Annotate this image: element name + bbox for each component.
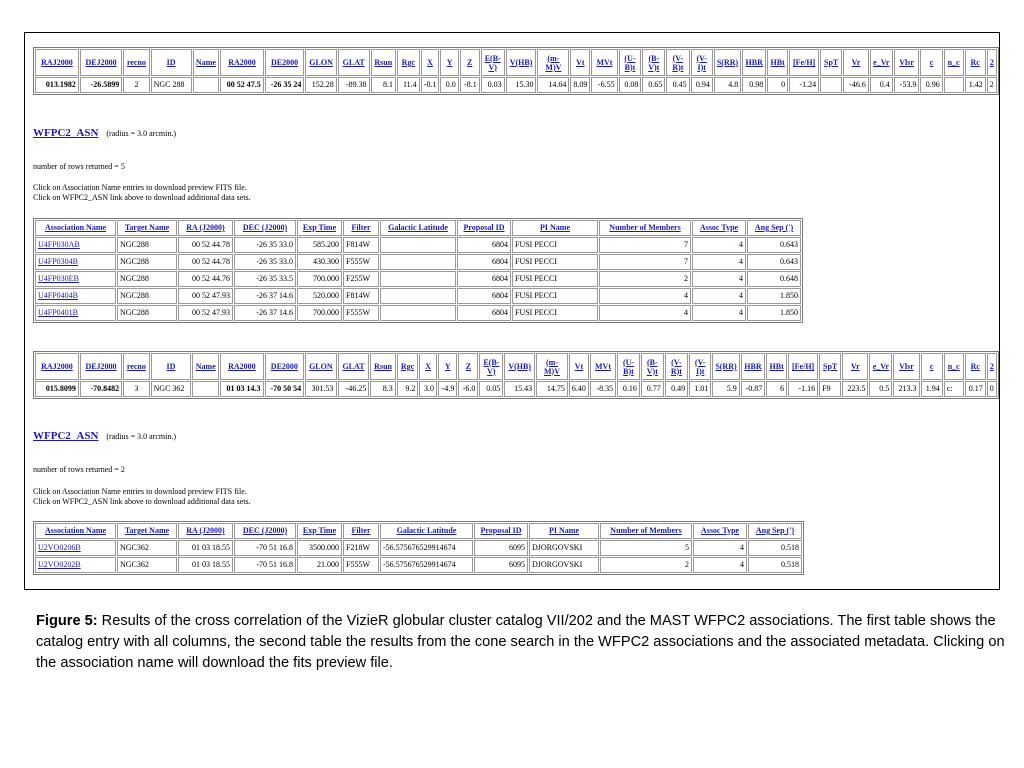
table-cell: 21.000	[297, 557, 342, 573]
column-header-32[interactable]: n_c	[944, 49, 964, 76]
table-cell: 0.08	[619, 77, 642, 93]
column-header-11[interactable]: Ang Sep (')	[748, 523, 802, 539]
table-cell: 2	[123, 77, 149, 93]
table-cell: -6.55	[591, 77, 617, 93]
caption-label: Figure 5:	[36, 613, 98, 629]
column-header-0[interactable]: RAJ2000	[35, 49, 79, 76]
table-cell: 0.16	[617, 381, 640, 397]
column-header-12[interactable]: Y	[440, 49, 458, 76]
table-cell: NGC288	[117, 271, 177, 287]
table-cell: -70.8482	[80, 381, 122, 397]
instruction-1b: Click on WFPC2_ASN link above to download additional data sets.	[33, 193, 251, 202]
column-header-7[interactable]: GLON	[305, 353, 336, 380]
association-name-link[interactable]: U4FP0401B	[35, 305, 116, 321]
column-header-4[interactable]: Name	[192, 353, 219, 380]
table-cell: 01 03 18.55	[178, 557, 233, 573]
table-cell: FUSI PECCI	[512, 237, 598, 253]
figure-caption	[36, 611, 1020, 674]
column-header-13[interactable]: Z	[460, 49, 480, 76]
table-cell: 2	[987, 77, 997, 93]
instruction-1a: Click on Association Name entries to download preview FITS file.	[33, 183, 247, 192]
table-cell: F255W	[343, 271, 379, 287]
instruction-2b: Click on WFPC2_ASN link above to download additional data sets.	[33, 497, 251, 506]
table-cell: 0.77	[641, 381, 664, 397]
table-cell: -8.35	[590, 381, 616, 397]
table-cell: FUSI PECCI	[512, 271, 598, 287]
table-cell: 3.0	[419, 381, 437, 397]
catalog-table-2	[33, 351, 999, 399]
column-header-31[interactable]: c	[920, 49, 942, 76]
column-header-21[interactable]: (V-R)t	[666, 49, 689, 76]
table-cell: -26.5899	[80, 77, 122, 93]
column-header-34[interactable]: 2	[987, 353, 997, 380]
table-cell: -26 35 33.0	[234, 237, 296, 253]
table-cell: 700.000	[297, 305, 342, 321]
table-cell: 0.49	[665, 381, 688, 397]
column-header-20[interactable]: (B-V)t	[642, 49, 665, 76]
table-cell: 3500.000	[297, 540, 342, 556]
table-cell: -26 37 14.6	[234, 288, 296, 304]
column-header-6[interactable]: Galactic Latitude	[380, 220, 456, 236]
column-header-23[interactable]: S(RR)	[714, 49, 741, 76]
table-cell: 6095	[474, 557, 528, 573]
table-cell: 5.9	[712, 381, 739, 397]
table-cell: NGC 362	[151, 381, 192, 397]
table-cell: 00 52 44.78	[178, 237, 233, 253]
table-cell: NGC362	[117, 540, 177, 556]
column-header-9[interactable]: Number of Members	[599, 220, 691, 236]
table-cell: 585.200	[297, 237, 342, 253]
table-cell: 0.65	[642, 77, 665, 93]
table-cell: 0.94	[691, 77, 713, 93]
table-cell: 00 52 44.76	[178, 271, 233, 287]
column-header-8[interactable]: PI Name	[529, 523, 599, 539]
table-cell: 00 52 44.78	[178, 254, 233, 270]
column-header-6[interactable]: DE2000	[265, 353, 305, 380]
asn-table-2	[33, 521, 804, 575]
association-name-link[interactable]: U2VO0202B	[35, 557, 116, 573]
table-cell	[192, 381, 219, 397]
table-cell: -6.0	[458, 381, 478, 397]
table-cell: 013.1982	[35, 77, 79, 93]
column-header-18[interactable]: MVt	[590, 353, 616, 380]
table-cell: 6804	[457, 271, 511, 287]
column-header-7[interactable]: Proposal ID	[457, 220, 511, 236]
table-row	[35, 381, 997, 397]
column-header-30[interactable]: Vlsr	[894, 49, 920, 76]
asn-header-2	[33, 430, 176, 442]
table-cell: NGC362	[117, 557, 177, 573]
table-cell: F555W	[343, 254, 379, 270]
table-cell: -0.87	[741, 381, 766, 397]
column-header-9[interactable]: Rsun	[370, 353, 395, 380]
column-header-16[interactable]: (m-M)V	[537, 49, 569, 76]
table-cell: -46.6	[843, 77, 869, 93]
column-header-24[interactable]: HBR	[741, 353, 766, 380]
table-cell: FUSI PECCI	[512, 305, 598, 321]
table-cell: 0.96	[920, 77, 942, 93]
table-cell: -89.38	[338, 77, 370, 93]
column-header-0[interactable]: RAJ2000	[35, 353, 79, 380]
column-header-15[interactable]: V(HB)	[504, 353, 535, 380]
table-cell: 6804	[457, 305, 511, 321]
table-cell: 6804	[457, 254, 511, 270]
table-cell	[944, 77, 964, 93]
table-cell: F555W	[343, 305, 379, 321]
table-cell: -56.575676529914674	[380, 557, 473, 573]
wfpc2-asn-link-1[interactable]: WFPC2_ASN	[33, 127, 99, 139]
column-header-20[interactable]: (B-V)t	[641, 353, 664, 380]
table-row	[35, 305, 801, 321]
association-name-link[interactable]: U4FP030AB	[35, 237, 116, 253]
asn-table-1	[33, 218, 803, 323]
table-cell: 0.648	[747, 271, 801, 287]
column-header-18[interactable]: MVt	[591, 49, 617, 76]
table-row	[35, 557, 802, 573]
column-header-10[interactable]: Assoc Type	[693, 523, 747, 539]
table-cell	[380, 237, 456, 253]
table-cell: 6095	[474, 540, 528, 556]
table-cell: 4	[692, 254, 746, 270]
column-header-9[interactable]: Rsun	[371, 49, 396, 76]
table-cell: 01 03 14.3	[220, 381, 263, 397]
table-cell: -70 50 54	[265, 381, 305, 397]
table-cell: 6804	[457, 288, 511, 304]
table-cell: 11.4	[397, 77, 420, 93]
table-cell: F814W	[343, 288, 379, 304]
column-header-22[interactable]: (V-I)t	[689, 353, 711, 380]
wfpc2-asn-link-2[interactable]: WFPC2_ASN	[33, 430, 99, 442]
table-cell: 0.98	[742, 77, 766, 93]
table-row	[35, 288, 801, 304]
column-header-4[interactable]: Exp Time	[297, 523, 342, 539]
table-cell: NGC288	[117, 254, 177, 270]
table-cell: 0.0	[440, 77, 458, 93]
table-cell: 15.43	[504, 381, 535, 397]
table-cell: 6	[766, 381, 787, 397]
table-cell: -8.1	[460, 77, 480, 93]
table-cell: 8.09	[570, 77, 590, 93]
column-header-5[interactable]: Filter	[343, 523, 379, 539]
column-header-4[interactable]: Exp Time	[297, 220, 342, 236]
table-cell: -1.24	[789, 77, 819, 93]
table-cell: 00 52 47.5	[220, 77, 263, 93]
table-cell: 1.01	[689, 381, 711, 397]
table-cell: -46.25	[338, 381, 370, 397]
table-cell: 1.42	[965, 77, 986, 93]
table-cell	[380, 288, 456, 304]
column-header-19[interactable]: (U-B)t	[617, 353, 640, 380]
table-cell: 4	[693, 540, 747, 556]
table-cell: FUSI PECCI	[512, 254, 598, 270]
table-cell: 700.000	[297, 271, 342, 287]
column-header-19[interactable]: (U-B)t	[619, 49, 642, 76]
table-cell: 1.850	[747, 288, 801, 304]
catalog-table-2-wrap	[33, 351, 999, 399]
column-header-10[interactable]: Assoc Type	[692, 220, 746, 236]
column-header-6[interactable]: Galactic Latitude	[380, 523, 473, 539]
column-header-11[interactable]: X	[419, 353, 437, 380]
column-header-29[interactable]: e_Vr	[869, 353, 892, 380]
table-cell: DJORGOVSKI	[529, 540, 599, 556]
table-row	[35, 271, 801, 287]
table-cell: 1.94	[921, 381, 943, 397]
table-cell: 14.64	[537, 77, 569, 93]
table-cell: 4.8	[714, 77, 741, 93]
column-header-0[interactable]: Association Name	[35, 220, 116, 236]
column-header-2[interactable]: RA (J2000)	[178, 523, 233, 539]
table-cell: -53.9	[894, 77, 920, 93]
table-cell: -26 35 33.5	[234, 271, 296, 287]
table-cell: 4	[692, 305, 746, 321]
table-cell: 8.1	[371, 77, 396, 93]
column-header-14[interactable]: E(B-V)	[479, 353, 503, 380]
table-cell	[380, 305, 456, 321]
column-header-16[interactable]: (m-M)V	[536, 353, 568, 380]
table-cell	[380, 254, 456, 270]
table-cell: 6804	[457, 237, 511, 253]
table-cell	[820, 77, 842, 93]
column-header-3[interactable]: DEC (J2000)	[234, 220, 296, 236]
column-header-10[interactable]: Rgc	[397, 49, 420, 76]
table-cell: DJORGOVSKI	[529, 557, 599, 573]
column-header-1[interactable]: DEJ2000	[80, 49, 122, 76]
table-cell: 01 03 18.55	[178, 540, 233, 556]
column-header-7[interactable]: Proposal ID	[474, 523, 528, 539]
table-cell: -26 35 33.0	[234, 254, 296, 270]
column-header-1[interactable]: DEJ2000	[80, 353, 122, 380]
asn-table-2-wrap	[33, 521, 804, 575]
column-header-21[interactable]: (V-R)t	[665, 353, 688, 380]
screenshot-frame	[24, 32, 1000, 590]
column-header-25[interactable]: HBt	[766, 353, 787, 380]
table-cell: 2	[599, 271, 691, 287]
rows-returned-1: number of rows returned = 5	[33, 162, 125, 171]
column-header-1[interactable]: Target Name	[117, 220, 177, 236]
table-cell: 4	[599, 305, 691, 321]
table-cell: F218W	[343, 540, 379, 556]
asn-table-1-wrap	[33, 218, 803, 323]
table-cell: 5	[600, 540, 692, 556]
table-cell: NGC 288	[151, 77, 192, 93]
table-cell: 0.518	[748, 557, 802, 573]
column-header-17[interactable]: Vt	[570, 49, 590, 76]
table-cell: -1.16	[788, 381, 818, 397]
table-cell: -4.9	[438, 381, 457, 397]
table-cell: 4	[692, 271, 746, 287]
column-header-28[interactable]: Vr	[843, 49, 869, 76]
table-cell: 4	[692, 237, 746, 253]
column-header-2[interactable]: RA (J2000)	[178, 220, 233, 236]
table-cell: NGC288	[117, 288, 177, 304]
table-cell: 4	[693, 557, 747, 573]
table-cell: 1.850	[747, 305, 801, 321]
column-header-27[interactable]: SpT	[820, 49, 842, 76]
table-cell: F9	[819, 381, 841, 397]
table-cell: 0	[987, 381, 997, 397]
column-header-0[interactable]: Association Name	[35, 523, 116, 539]
column-header-22[interactable]: (V-I)t	[691, 49, 713, 76]
table-cell: 0.03	[481, 77, 505, 93]
table-cell: 6.40	[569, 381, 589, 397]
table-cell: F814W	[343, 237, 379, 253]
column-header-34[interactable]: 2	[987, 49, 997, 76]
column-header-12[interactable]: Y	[438, 353, 457, 380]
column-header-27[interactable]: SpT	[819, 353, 841, 380]
column-header-2[interactable]: recno	[123, 49, 149, 76]
column-header-30[interactable]: Vlsr	[893, 353, 919, 380]
radius-note-2: (radius = 3.0 arcmin.)	[106, 432, 176, 441]
column-header-4[interactable]: Name	[193, 49, 220, 76]
table-cell: 0.45	[666, 77, 689, 93]
table-cell: 7	[599, 254, 691, 270]
column-header-26[interactable]: [Fe/H]	[788, 353, 818, 380]
column-header-3[interactable]: ID	[151, 49, 192, 76]
column-header-3[interactable]: ID	[151, 353, 192, 380]
column-header-5[interactable]: Filter	[343, 220, 379, 236]
column-header-1[interactable]: Target Name	[117, 523, 177, 539]
table-cell: 223.5	[842, 381, 868, 397]
table-cell: 0.643	[747, 254, 801, 270]
table-cell: 213.3	[893, 381, 919, 397]
table-cell: 015.8099	[35, 381, 79, 397]
column-header-23[interactable]: S(RR)	[712, 353, 739, 380]
table-cell: 4	[692, 288, 746, 304]
rows-returned-2: number of rows returned = 2	[33, 465, 125, 474]
table-cell: 7	[599, 237, 691, 253]
column-header-8[interactable]: GLAT	[338, 353, 370, 380]
table-row	[35, 540, 802, 556]
table-cell: 0.5	[869, 381, 892, 397]
column-header-11[interactable]: Ang Sep (')	[747, 220, 801, 236]
table-cell	[193, 77, 220, 93]
table-cell: NGC288	[117, 237, 177, 253]
table-cell: FUSI PECCI	[512, 288, 598, 304]
table-cell: -56.575676529914674	[380, 540, 473, 556]
column-header-5[interactable]: RA2000	[220, 49, 263, 76]
table-cell: 0	[767, 77, 788, 93]
table-row	[35, 77, 997, 93]
catalog-table-1-wrap	[33, 47, 999, 95]
table-cell: 4	[599, 288, 691, 304]
column-header-33[interactable]: Rc	[965, 353, 986, 380]
column-header-13[interactable]: Z	[458, 353, 478, 380]
table-cell: -70 51 16.8	[234, 540, 296, 556]
table-cell: -26 35 24	[265, 77, 305, 93]
table-cell: c:	[944, 381, 964, 397]
table-cell: NGC288	[117, 305, 177, 321]
table-row	[35, 237, 801, 253]
column-header-17[interactable]: Vt	[569, 353, 589, 380]
column-header-24[interactable]: HBR	[742, 49, 766, 76]
table-cell: 0.05	[479, 381, 503, 397]
column-header-7[interactable]: GLON	[305, 49, 336, 76]
column-header-31[interactable]: c	[921, 353, 943, 380]
table-cell: 152.28	[305, 77, 336, 93]
association-name-link[interactable]: U2VO0206B	[35, 540, 116, 556]
column-header-2[interactable]: recno	[123, 353, 149, 380]
table-cell: F555W	[343, 557, 379, 573]
column-header-33[interactable]: Rc	[965, 49, 986, 76]
table-cell: 15.30	[506, 77, 537, 93]
caption-text: Results of the cross correlation of the VizieR globular cluster catalog VII/202 and the MAST WFPC2 associations. The first table shows the catalog entry with all columns, the second table the results from the cone search in the WFPC2 associations and the associated metadata. Clicking on the association name will download the fits preview file.	[36, 613, 1005, 671]
table-cell: -70 51 16.8	[234, 557, 296, 573]
table-cell: 2	[600, 557, 692, 573]
column-header-8[interactable]: GLAT	[338, 49, 370, 76]
column-header-29[interactable]: e_Vr	[870, 49, 893, 76]
column-header-5[interactable]: RA2000	[220, 353, 263, 380]
column-header-32[interactable]: n_c	[944, 353, 964, 380]
column-header-10[interactable]: Rgc	[397, 353, 419, 380]
table-cell: -26 37 14.6	[234, 305, 296, 321]
radius-note-1: (radius = 3.0 arcmin.)	[106, 129, 176, 138]
table-cell: 9.2	[397, 381, 419, 397]
catalog-table-1	[33, 47, 999, 95]
table-cell: 301.53	[305, 381, 336, 397]
column-header-14[interactable]: E(B-V)	[481, 49, 505, 76]
column-header-26[interactable]: [Fe/H]	[789, 49, 819, 76]
column-header-9[interactable]: Number of Members	[600, 523, 692, 539]
association-name-link[interactable]: U4FP0304B	[35, 254, 116, 270]
table-cell: 0.518	[748, 540, 802, 556]
table-cell: 00 52 47.93	[178, 305, 233, 321]
table-cell: 00 52 47.93	[178, 288, 233, 304]
column-header-3[interactable]: DEC (J2000)	[234, 523, 296, 539]
table-cell: 520.000	[297, 288, 342, 304]
table-cell: 430.300	[297, 254, 342, 270]
association-name-link[interactable]: U4FP0404B	[35, 288, 116, 304]
table-cell: 0.17	[965, 381, 986, 397]
table-cell: 0.643	[747, 237, 801, 253]
column-header-25[interactable]: HBt	[767, 49, 788, 76]
column-header-15[interactable]: V(HB)	[506, 49, 537, 76]
table-cell	[380, 271, 456, 287]
column-header-28[interactable]: Vr	[842, 353, 868, 380]
table-row	[35, 254, 801, 270]
table-cell: 8.3	[370, 381, 395, 397]
column-header-6[interactable]: DE2000	[265, 49, 305, 76]
instruction-2a: Click on Association Name entries to download preview FITS file.	[33, 487, 247, 496]
table-cell: -0.1	[421, 77, 440, 93]
association-name-link[interactable]: U4FP030EB	[35, 271, 116, 287]
column-header-11[interactable]: X	[421, 49, 440, 76]
asn-header-1	[33, 127, 176, 139]
table-cell: 3	[123, 381, 149, 397]
table-cell: 0.4	[870, 77, 893, 93]
table-cell: 14.75	[536, 381, 568, 397]
column-header-8[interactable]: PI Name	[512, 220, 598, 236]
